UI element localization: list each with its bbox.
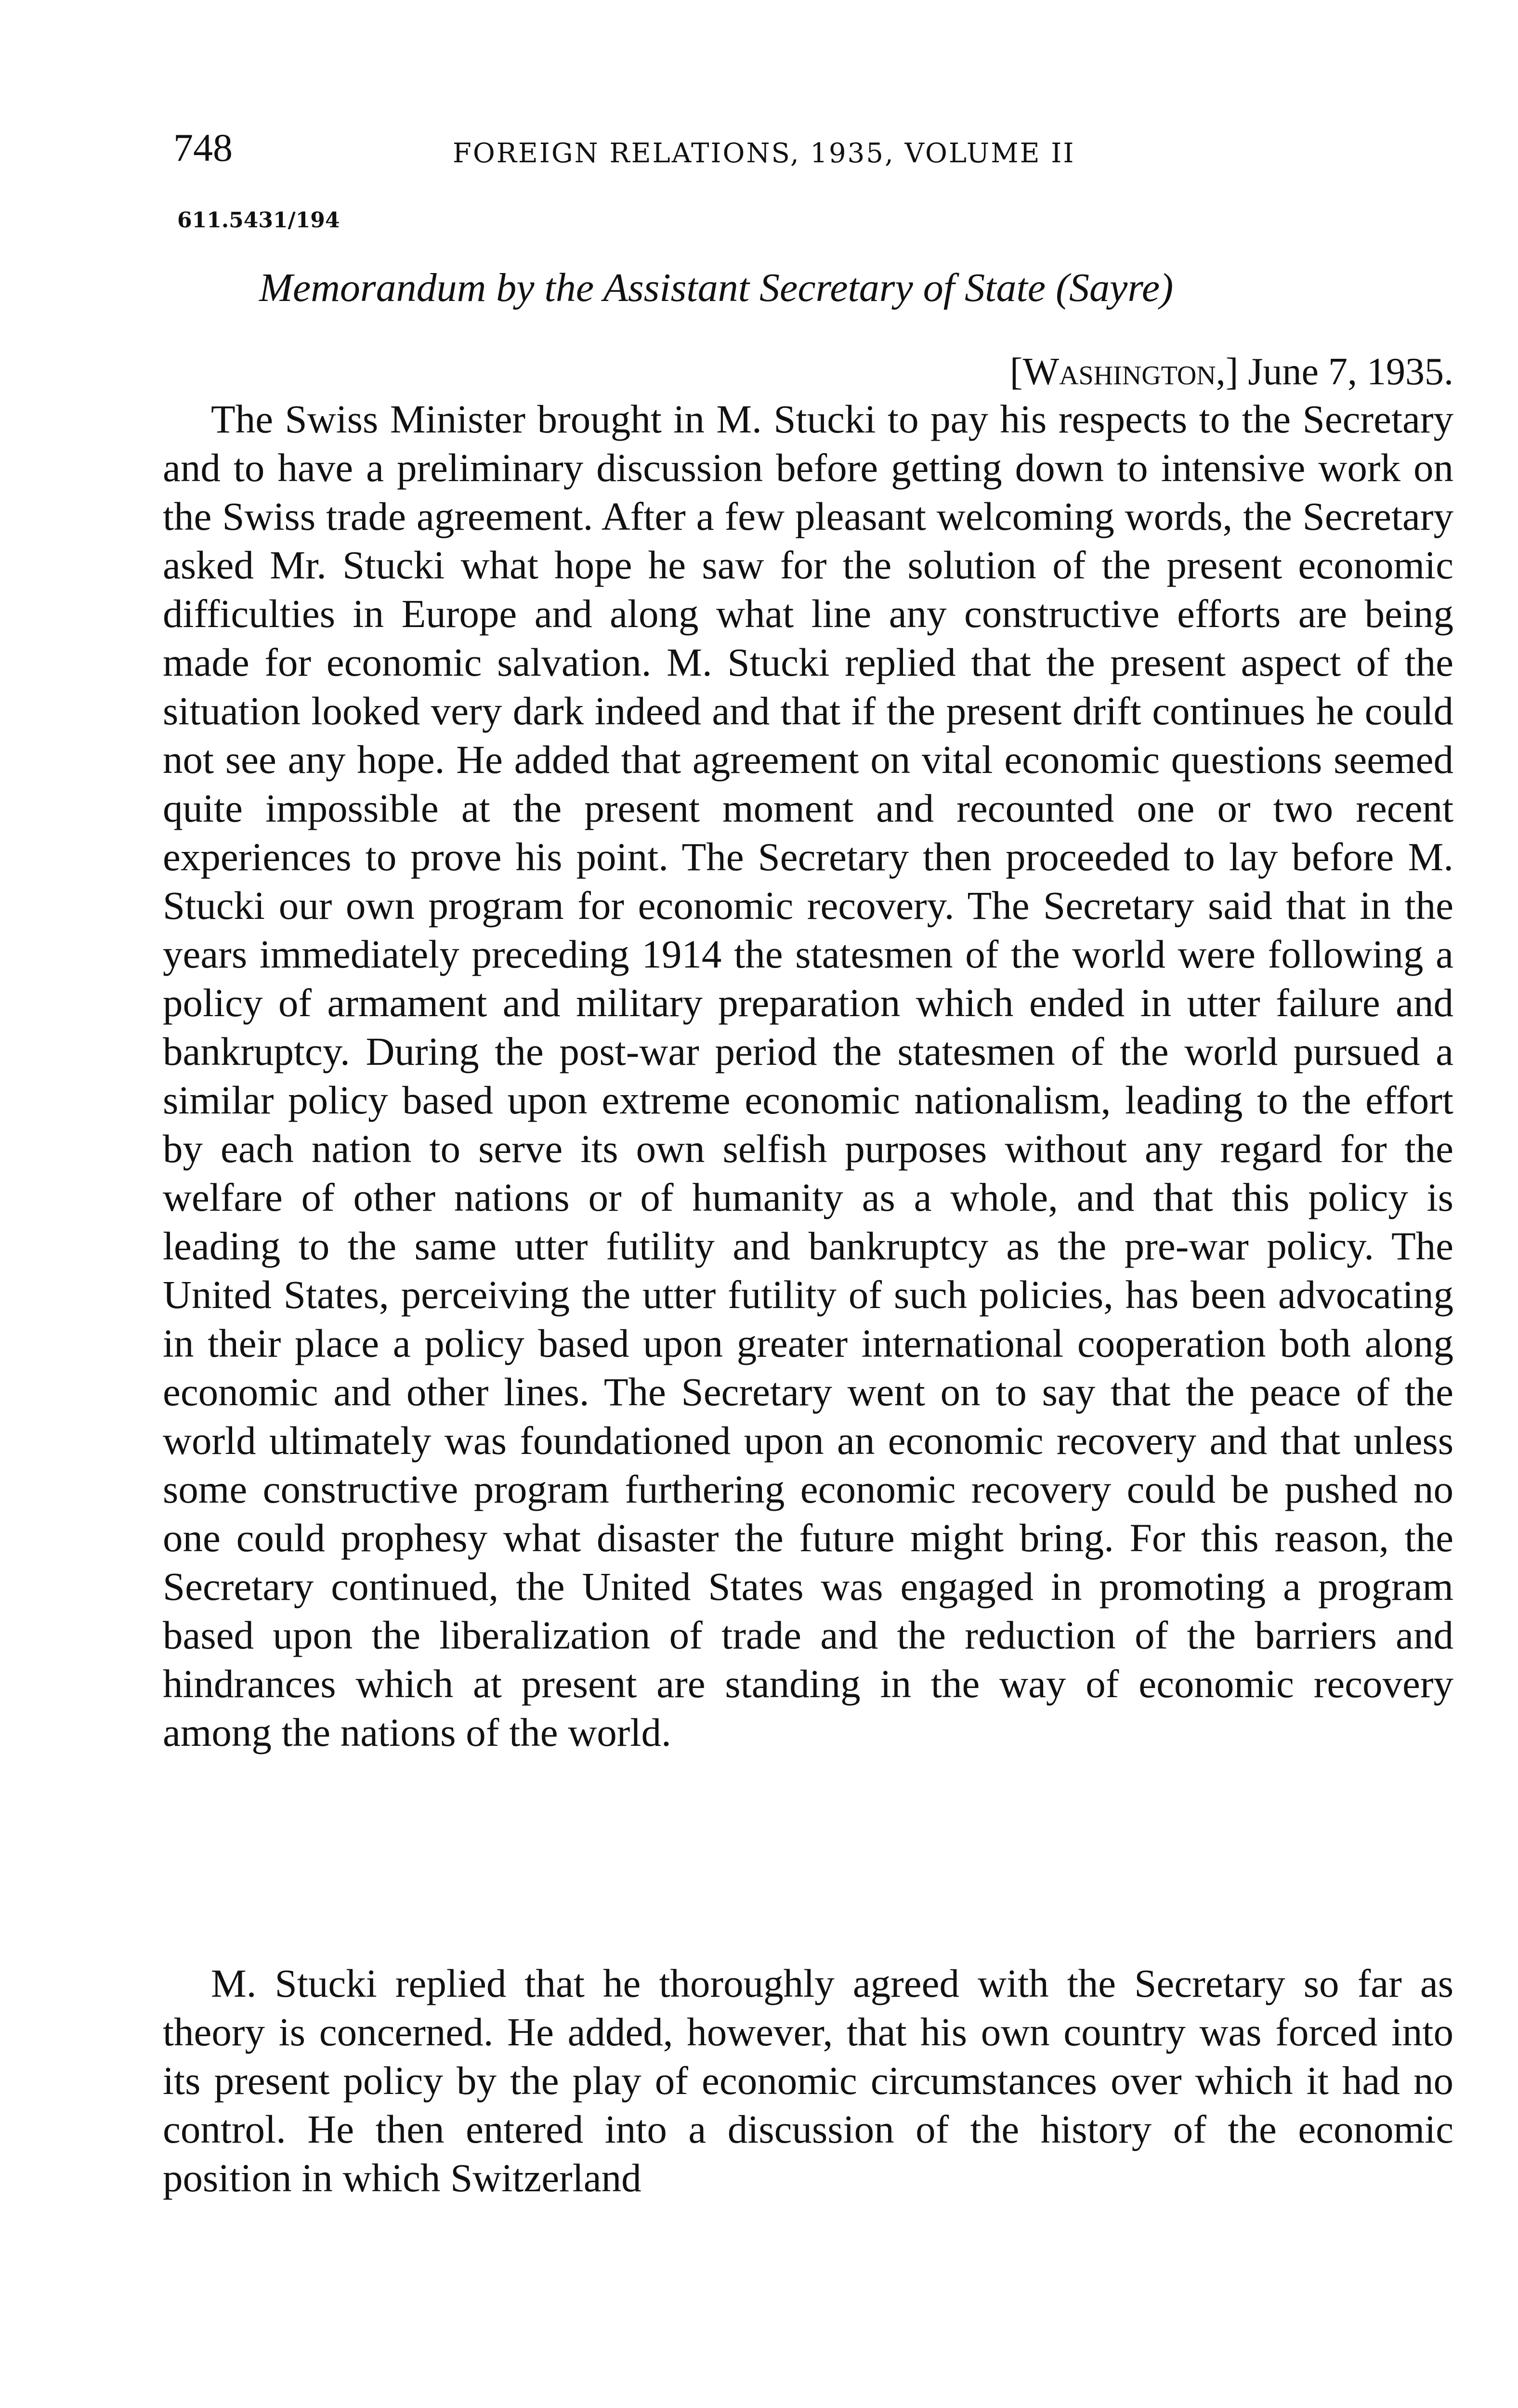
paragraph-2: M. Stucki replied that he thoroughly agreed with the Secretary so far as theory is concerned. He added, however, that his own country was forced into its present policy by the play of economic circumstances over which it had no control. He then entered into a discussion of the history of the economic position in which Switzerland <box>163 1961 1453 2200</box>
paragraph-1: The Swiss Minister brought in M. Stucki to pay his respects to the Secretary and to have a preliminary discussion before getting down to intensive work on the Swiss trade agreement. After a few pleasant welcoming words, the Secretary asked Mr. Stucki what hope he saw for the solution of the present economic difficulties in Europe and along what line any constructive efforts are being made for economic salvation. M. Stucki replied that the present aspect of the situation looked very dark indeed and that if the present drift continues he could not see any hope. He added that agreement on vital economic questions seemed quite impossible at the present moment and recounted one or two recent experiences to prove his point. The Secretary then proceeded to lay before M. Stucki our own program for economic recovery. The Secretary said that in the years immediately preceding 1914 the statesmen of the world were following a policy of armament and military preparation which ended in utter failure and bankruptcy. During the post-war period the statesmen of the world pursued a similar policy based upon extreme economic nationalism, leading to the effort by each nation to serve its own selfish purposes without any regard for the welfare of other nations or of humanity as a whole, and that this policy is leading to the same utter futility and bankruptcy as the pre-war policy. The United States, perceiving the utter futility of such policies, has been advocating in their place a policy based upon greater international cooperation both along economic and other lines. The Secretary went on to say that the peace of the world ultimately was foundationed upon an economic recovery and that unless some constructive program furthering economic recovery could be pushed no one could prophesy what disaster the future might bring. For this reason, the Secretary continued, the United States was engaged in promoting a program based upon the liberalization of trade and the reduction of the barriers and hindrances which at present are standing in the way of economic recovery among the nations of the world. <box>163 397 1453 1754</box>
running-header <box>173 126 1435 170</box>
running-title: FOREIGN RELATIONS, 1935, VOLUME II <box>453 138 1075 169</box>
memo-title: Memorandum by the Assistant Secretary of State (Sayre) <box>259 265 1174 310</box>
dateline <box>848 348 1453 396</box>
page-number: 748 <box>173 126 233 170</box>
dateline-date: June 7, 1935. <box>1248 351 1453 393</box>
dateline-place: [Washington,] <box>1009 351 1239 393</box>
file-number: 611.5431/194 <box>177 208 340 233</box>
